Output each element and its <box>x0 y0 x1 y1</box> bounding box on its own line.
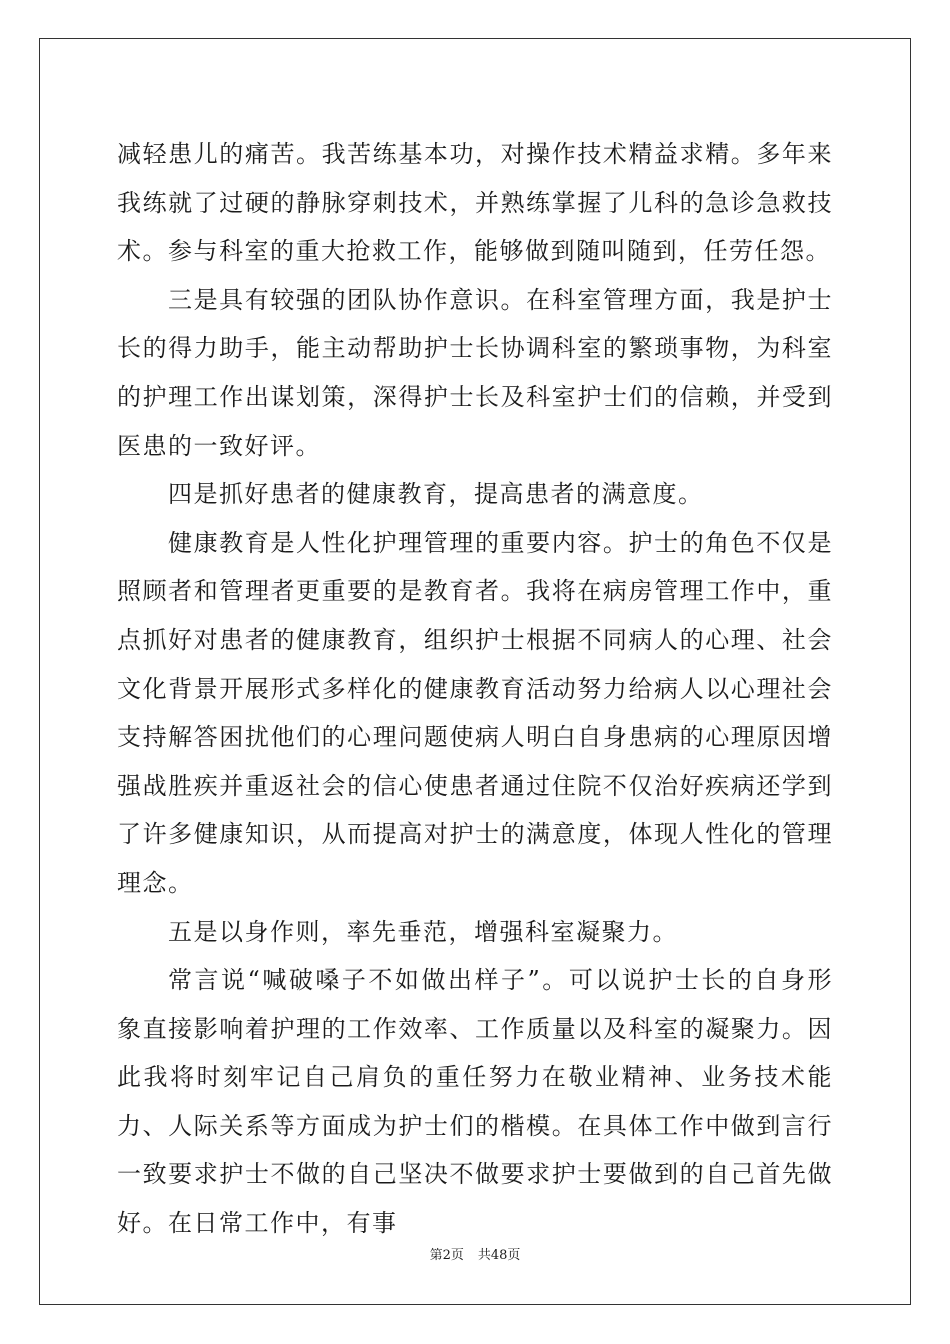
paragraph-4: 健康教育是人性化护理管理的重要内容。护士的角色不仅是照顾者和管理者更重要的是教育者。我将在病房管理工作中，重点抓好对患者的健康教育，组织护士根据不同病人的心理、社会文化背景开展形式多样化的健康教育活动努力给病人以心理社会支持解答困扰他们的心理问题使病人明白自身患病的心理原因增强战胜疾并重返社会的信心使患者通过住院不仅治好疾病还学到了许多健康知识，从而提高对护士的满意度，体现人性化的管理理念。 <box>117 528 833 897</box>
paragraph-3: 四是抓好患者的健康教育，提高患者的满意度。 <box>168 480 704 509</box>
page-footer <box>0 1244 950 1263</box>
paragraph-1: 减轻患儿的痛苦。我苦练基本功，对操作技术精益求精。多年来我练就了过硬的静脉穿刺技术，并熟练掌握了儿科的急诊急救技术。参与科室的重大抢救工作，能够做到随叫随到，任劳任怨。 <box>117 140 833 266</box>
page-number: 第2页 <box>429 1248 464 1263</box>
paragraph-5: 五是以身作则，率先垂范，增强科室凝聚力。 <box>168 917 678 946</box>
paragraph-6: 常言说“喊破嗓子不如做出样子”。可以说护士长的自身形象直接影响着护理的工作效率、工作质量以及科室的凝聚力。因此我将时刻牢记自己肩负的重任努力在敬业精神、业务技术能力、人际关系等方面成为护士们的楷模。在具体工作中做到言行一致要求护士不做的自己坚决不做要求护士要做到的自己首先做好。在日常工作中，有事 <box>117 966 833 1238</box>
paragraph-2: 三是具有较强的团队协作意识。在科室管理方面，我是护士长的得力助手，能主动帮助护士长协调科室的繁琐事物，为科室的护理工作出谋划策，深得护士长及科室护士们的信赖，并受到医患的一致好评。 <box>117 285 833 460</box>
document-body <box>117 130 833 1248</box>
total-pages: 共48页 <box>477 1248 521 1263</box>
